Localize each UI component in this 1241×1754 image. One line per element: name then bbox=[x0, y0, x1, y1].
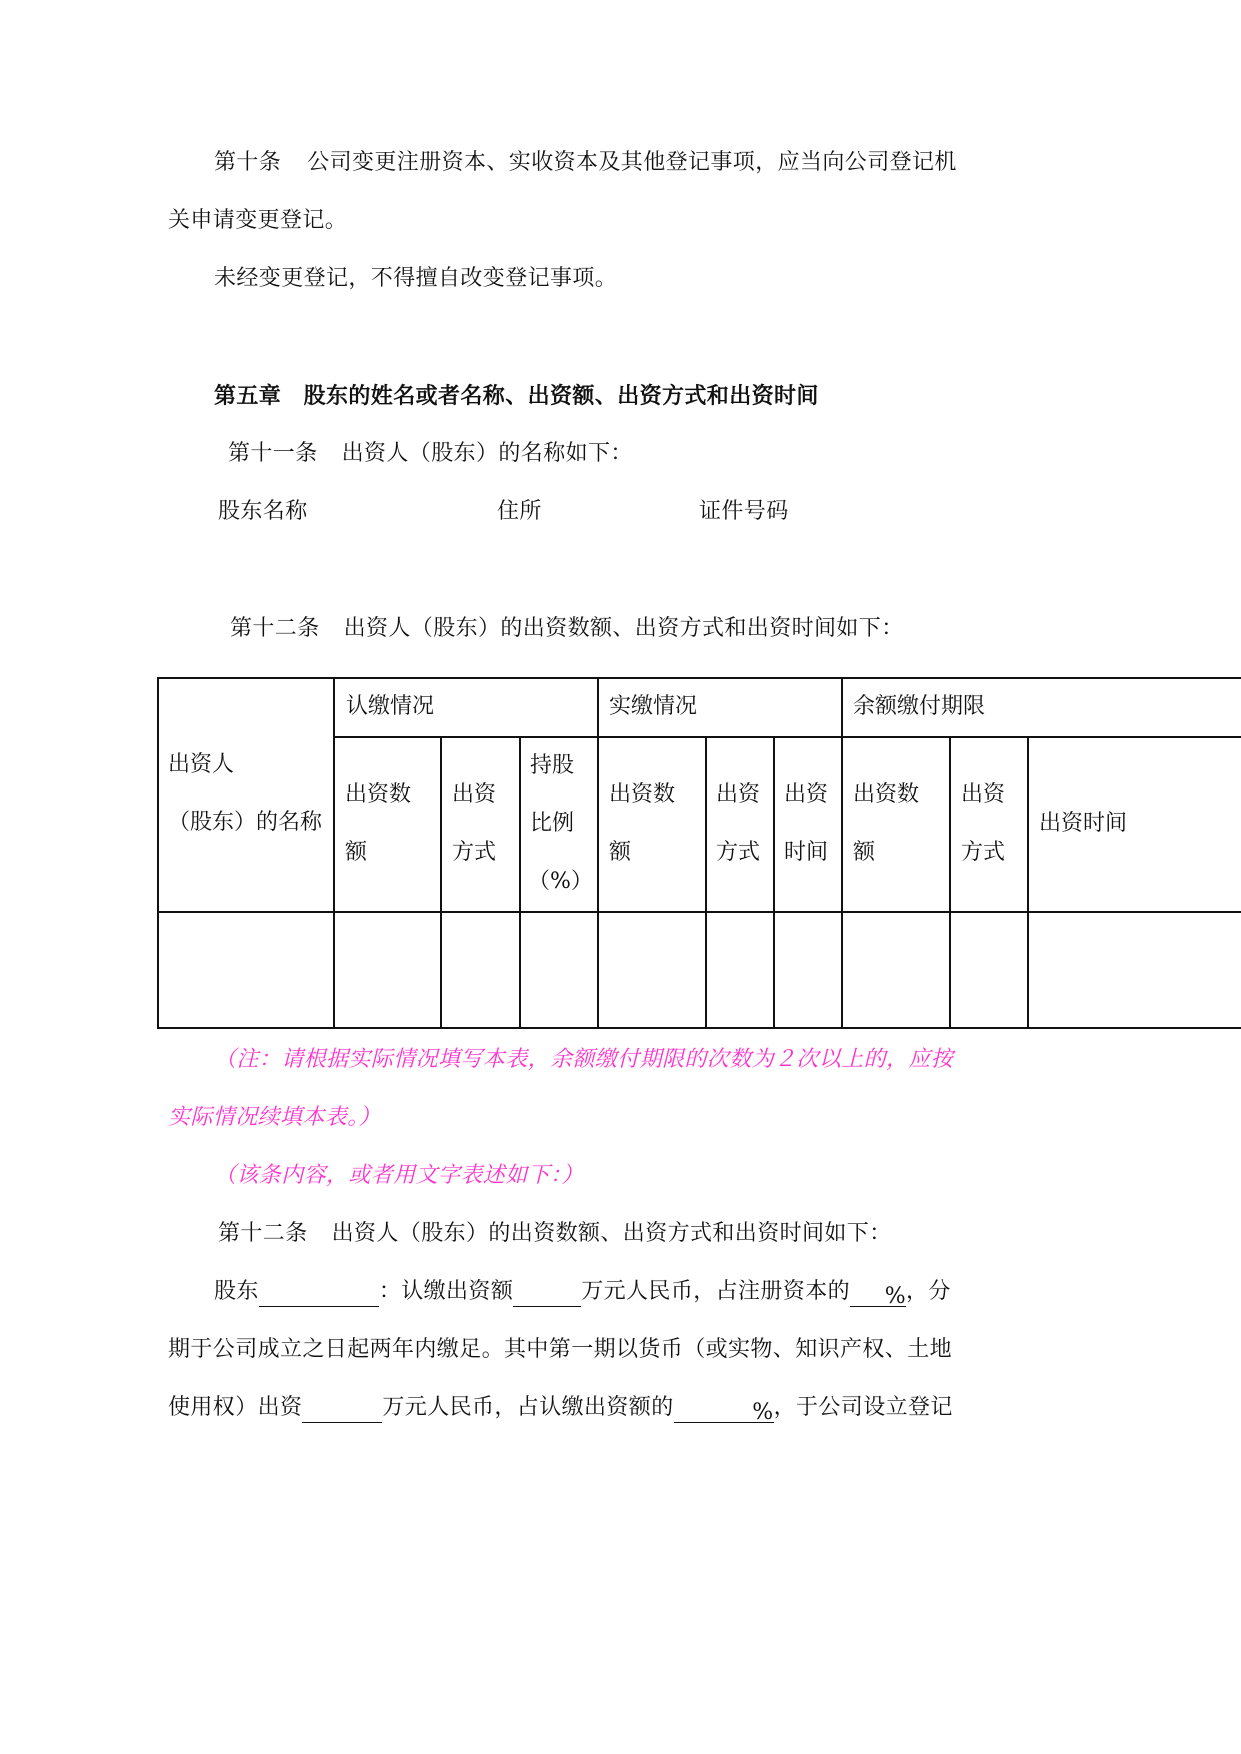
table-border-top bbox=[157, 677, 1241, 679]
header-balance: 余额缴付期限 bbox=[853, 694, 986, 719]
column-id-number: 证件号码 bbox=[699, 499, 789, 524]
paid-amount-line2: 额 bbox=[609, 840, 632, 865]
article11-text: 出资人（股东）的名称如下： bbox=[341, 441, 633, 466]
percent-sign: % bbox=[752, 1400, 774, 1425]
table-col-divider bbox=[773, 736, 775, 1028]
header-investor-line1: 出资人 bbox=[168, 752, 235, 777]
article10-line1 bbox=[214, 148, 957, 178]
table-col-divider bbox=[1027, 736, 1029, 1028]
subscribed-amount-label: ：认缴出资额 bbox=[378, 1279, 514, 1304]
sub-ratio-line3: （%） bbox=[528, 869, 593, 894]
installment-line: 期于公司成立之日起两年内缴足。其中第一期以货币（或实物、知识产权、土地 bbox=[168, 1337, 953, 1362]
shareholder-subscription-line bbox=[214, 1277, 951, 1307]
shareholder-name-blank[interactable] bbox=[259, 1282, 379, 1307]
sub-method-line2: 方式 bbox=[452, 840, 497, 865]
table-col-divider bbox=[705, 736, 707, 1028]
paid-method-line2: 方式 bbox=[716, 840, 761, 865]
table-border-left bbox=[157, 677, 159, 1028]
bal-amount-line1: 出资数 bbox=[853, 782, 920, 807]
article12-text-line bbox=[218, 1219, 892, 1249]
registration-text: ，于公司设立登记 bbox=[773, 1395, 953, 1420]
installment-text: ，分 bbox=[906, 1279, 951, 1304]
article12-text: 出资人（股东）的出资数额、出资方式和出资时间如下： bbox=[343, 616, 904, 641]
table-divider-subheader bbox=[333, 736, 1241, 738]
column-address: 住所 bbox=[497, 499, 542, 524]
paid-time-line1: 出资 bbox=[784, 782, 829, 807]
table-col-divider bbox=[949, 736, 951, 1028]
article12-line bbox=[230, 614, 904, 644]
note-fill-instructions-line2: 实际情况续填本表。） bbox=[168, 1105, 382, 1130]
table-col-divider bbox=[333, 677, 335, 1028]
article10-para2: 未经变更登记，不得擅自改变登记事项。 bbox=[214, 266, 618, 291]
bal-time: 出资时间 bbox=[1039, 811, 1128, 836]
bal-amount-line2: 额 bbox=[853, 840, 876, 865]
article10-text: 公司变更注册资本、实收资本及其他登记事项，应当向公司登记机 bbox=[307, 150, 957, 175]
table-col-divider bbox=[841, 677, 843, 1028]
article11-label: 第十一条 bbox=[228, 441, 318, 466]
chapter5-title: 第五章 股东的姓名或者名称、出资额、出资方式和出资时间 bbox=[214, 383, 819, 409]
bal-method-line1: 出资 bbox=[961, 782, 1006, 807]
table-border-bottom bbox=[157, 1027, 1241, 1029]
first-installment-amount-blank[interactable] bbox=[302, 1398, 382, 1423]
article12-text-body: 出资人（股东）的出资数额、出资方式和出资时间如下： bbox=[331, 1221, 892, 1246]
registered-capital-label: 万元人民币，占注册资本的 bbox=[581, 1279, 851, 1304]
header-paid: 实缴情况 bbox=[609, 694, 698, 719]
article11-line bbox=[228, 439, 633, 469]
capital-percent-blank[interactable] bbox=[850, 1282, 906, 1307]
sub-method-line1: 出资 bbox=[452, 782, 497, 807]
subscribed-amount-blank[interactable] bbox=[513, 1282, 581, 1307]
table-divider-header bbox=[157, 911, 1241, 913]
note-fill-instructions-line1: （注：请根据实际情况填写本表，余额缴付期限的次数为２次以上的，应按 bbox=[214, 1047, 954, 1072]
article10-label: 第十条 bbox=[214, 150, 282, 175]
subscribed-share-label: 万元人民币，占认缴出资额的 bbox=[382, 1395, 674, 1420]
table-col-divider bbox=[597, 677, 599, 1028]
article12-text-label: 第十二条 bbox=[218, 1221, 308, 1246]
note-alternative-text: （该条内容，或者用文字表述如下：） bbox=[214, 1163, 584, 1188]
header-subscribed: 认缴情况 bbox=[346, 694, 435, 719]
paid-method-line1: 出资 bbox=[716, 782, 761, 807]
column-shareholder-name: 股东名称 bbox=[218, 499, 308, 524]
article12-label: 第十二条 bbox=[230, 616, 320, 641]
first-installment-line bbox=[168, 1393, 953, 1423]
sub-amount-line2: 额 bbox=[345, 840, 368, 865]
sub-amount-line1: 出资数 bbox=[345, 782, 412, 807]
table-col-divider bbox=[519, 736, 521, 1028]
header-investor-line2: （股东）的名称 bbox=[168, 810, 323, 835]
paid-time-line2: 时间 bbox=[784, 840, 829, 865]
bal-method-line2: 方式 bbox=[961, 840, 1006, 865]
table-col-divider bbox=[440, 736, 442, 1028]
sub-ratio-line2: 比例 bbox=[530, 811, 575, 836]
shareholder-label: 股东 bbox=[214, 1279, 259, 1304]
land-use-label: 使用权）出资 bbox=[168, 1395, 303, 1420]
article10-line2: 关申请变更登记。 bbox=[168, 208, 348, 233]
paid-amount-line1: 出资数 bbox=[609, 782, 676, 807]
percent-sign: % bbox=[884, 1284, 907, 1309]
sub-ratio-line1: 持股 bbox=[530, 753, 575, 778]
first-installment-percent-blank[interactable] bbox=[674, 1398, 774, 1423]
